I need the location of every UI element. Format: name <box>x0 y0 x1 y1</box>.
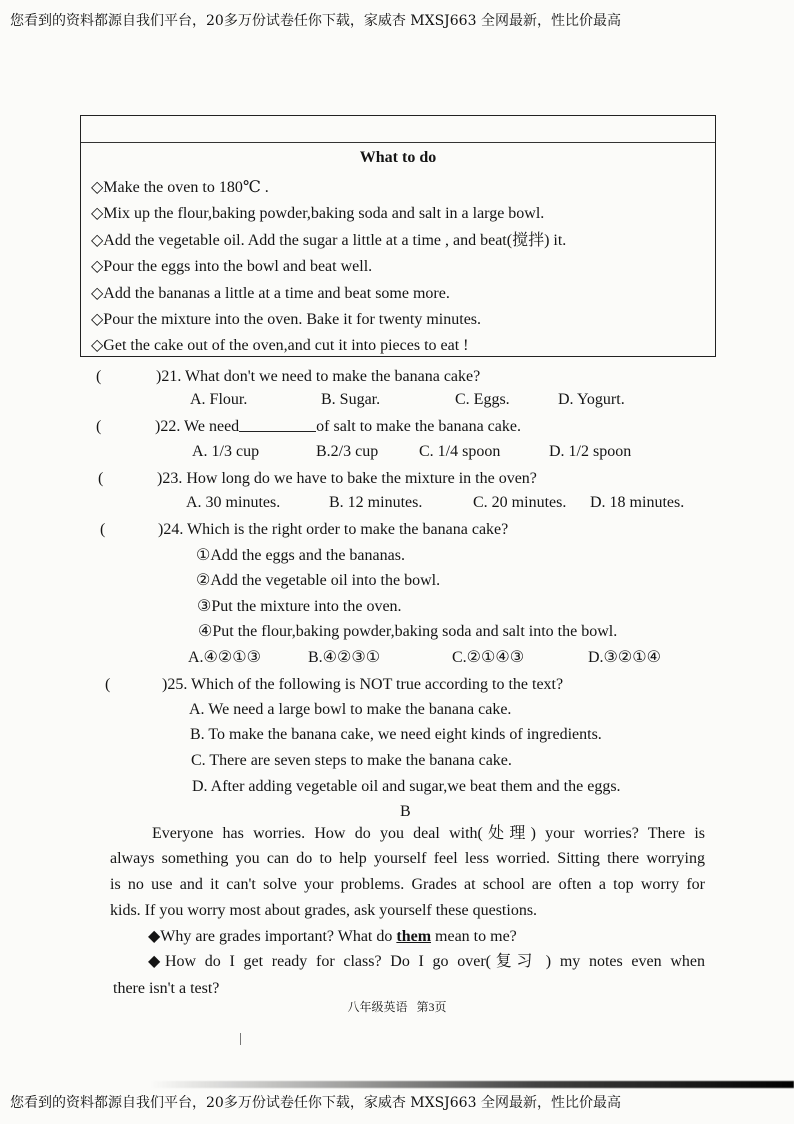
option-b: B.④②③① <box>308 649 381 666</box>
paragraph-line: always something you can do to help yourself feel less worried. Sitting there worrying <box>110 850 705 867</box>
option-a: A. 30 minutes. <box>186 494 281 511</box>
option-c: C. There are seven steps to make the banana cake. <box>191 752 512 769</box>
order-step-text: ③Put the mixture into the oven. <box>197 598 402 615</box>
bullet-text: ◆Why are grades important? What do <box>148 928 397 945</box>
options-24 <box>0 645 794 671</box>
order-step-text: ②Add the vegetable oil into the bowl. <box>196 572 441 589</box>
recipe-step: ◇Pour the mixture into the oven. Bake it for twenty minutes. <box>91 311 482 329</box>
bullet-question-2: ◆How do I get ready for class? Do I go over(复习 ) my notes even when <box>148 953 705 970</box>
question-stem-after: of salt to make the banana cake. <box>316 418 521 435</box>
question-text <box>157 466 537 492</box>
answer-bracket-open: ( <box>98 470 104 487</box>
recipe-step: ◇Mix up the flour,baking powder,baking soda and salt in a large bowl. <box>91 205 545 223</box>
recipe-title: What to do <box>359 149 437 166</box>
question-stem: Which of the following is NOT true according to the text? <box>191 676 564 693</box>
question-number: 23. <box>162 470 183 487</box>
option-c: C. 1/4 spoon <box>419 443 501 460</box>
question-number: 25. <box>167 676 188 693</box>
option-d: D.③②①④ <box>588 649 661 666</box>
order-step-4 <box>0 619 794 645</box>
question-number: 22. <box>160 418 181 435</box>
answer-bracket-open: ( <box>96 418 102 435</box>
answer-bracket-open: ( <box>96 368 102 385</box>
answer-bracket-open: ( <box>100 521 106 538</box>
recipe-steps <box>91 175 566 360</box>
box-header-rule <box>81 142 715 143</box>
answer-bracket-close: ) <box>158 521 164 538</box>
option-b: B. To make the banana cake, we need eight kinds of ingredients. <box>190 726 602 743</box>
answer-bracket-close: ) <box>157 470 163 487</box>
order-step-3 <box>0 594 794 620</box>
bullet-question-1 <box>148 924 517 950</box>
question-text <box>155 414 521 440</box>
answer-bracket-close: ) <box>162 676 168 693</box>
question-stem: Which is the right order to make the banana cake? <box>187 521 509 538</box>
option-c-row <box>0 748 794 774</box>
question-24 <box>0 517 794 543</box>
recipe-step: ◇Pour the eggs into the bowl and beat well. <box>91 258 373 276</box>
question-number: 24. <box>163 521 184 538</box>
passage-heading: B <box>400 803 411 820</box>
question-stem: What don't we need to make the banana cake? <box>185 368 481 385</box>
paragraph-line: kids. If you worry most about grades, ask yourself these questions. <box>110 902 538 919</box>
paragraph-line: Everyone has worries. How do you deal with(处理) your worries? There is <box>152 825 705 842</box>
option-a: A. We need a large bowl to make the banana cake. <box>189 701 512 718</box>
option-d-row <box>0 774 794 800</box>
recipe-step: ◇Make the oven to 180℃ . <box>91 179 269 196</box>
question-text <box>162 672 563 698</box>
question-number: 21. <box>161 368 182 385</box>
option-a: A. 1/3 cup <box>192 443 260 460</box>
question-23 <box>0 466 794 492</box>
order-step-text: ④Put the flour,baking powder,baking soda and salt into the bowl. <box>198 623 618 640</box>
answer-blank <box>239 417 316 432</box>
question-stem: How long do we have to bake the mixture in the oven? <box>186 470 537 487</box>
options-22 <box>0 439 794 465</box>
order-step-text: ①Add the eggs and the bananas. <box>196 547 405 564</box>
option-c: C.②①④③ <box>452 649 525 666</box>
order-step-1 <box>0 543 794 569</box>
options-21 <box>0 387 794 413</box>
option-d: D. 18 minutes. <box>590 494 685 511</box>
page-footer: 八年级英语 第3页 <box>347 1000 447 1014</box>
answer-bracket-open: ( <box>105 676 111 693</box>
option-b: B. 12 minutes. <box>329 494 423 511</box>
order-step-2 <box>0 568 794 594</box>
recipe-step: ◇Add the bananas a little at a time and beat some more. <box>91 284 450 302</box>
option-d: D. 1/2 spoon <box>549 443 632 460</box>
option-c: C. 20 minutes. <box>473 494 567 511</box>
scan-edge-shadow <box>150 1081 794 1088</box>
option-d: D. After adding vegetable oil and sugar,we beat them and the eggs. <box>192 778 621 795</box>
scan-mark <box>240 1033 241 1045</box>
option-c: C. Eggs. <box>455 391 510 408</box>
question-stem-before: We need <box>184 418 240 435</box>
bullet-text: mean to me? <box>431 928 517 945</box>
question-22 <box>0 414 794 440</box>
option-a: A.④②①③ <box>188 649 261 666</box>
answer-bracket-close: ) <box>156 368 162 385</box>
footer-banner: 您看到的资料都源自我们平台，20多万份试卷任你下载，家威杏 MXSJ663 全网最新，性比价最高 <box>10 1095 621 1111</box>
header-banner: 您看到的资料都源自我们平台，20多万份试卷任你下载，家威杏 MXSJ663 全网最新，性比价最高 <box>10 13 621 29</box>
option-a-row <box>0 697 794 723</box>
option-b: B. Sugar. <box>321 391 381 408</box>
question-text <box>158 517 508 543</box>
recipe-step: ◇Get the cake out of the oven,and cut it into pieces to eat ! <box>91 337 469 355</box>
option-a: A. Flour. <box>190 391 248 408</box>
option-d: D. Yogurt. <box>558 391 625 408</box>
recipe-box <box>80 115 716 357</box>
option-b: B.2/3 cup <box>316 443 379 460</box>
paragraph-line: is no use and it can't solve your problems. Grades at school are often a top worry for <box>110 876 705 893</box>
options-23 <box>0 490 794 516</box>
question-25 <box>0 672 794 698</box>
bullet-question-2-continued: there isn't a test? <box>113 980 220 997</box>
emphasized-word: them <box>396 928 432 945</box>
option-b-row <box>0 722 794 748</box>
answer-bracket-close: ) <box>155 418 161 435</box>
recipe-step: ◇Add the vegetable oil. Add the sugar a little at a time , and beat(搅拌) it. <box>91 231 567 249</box>
